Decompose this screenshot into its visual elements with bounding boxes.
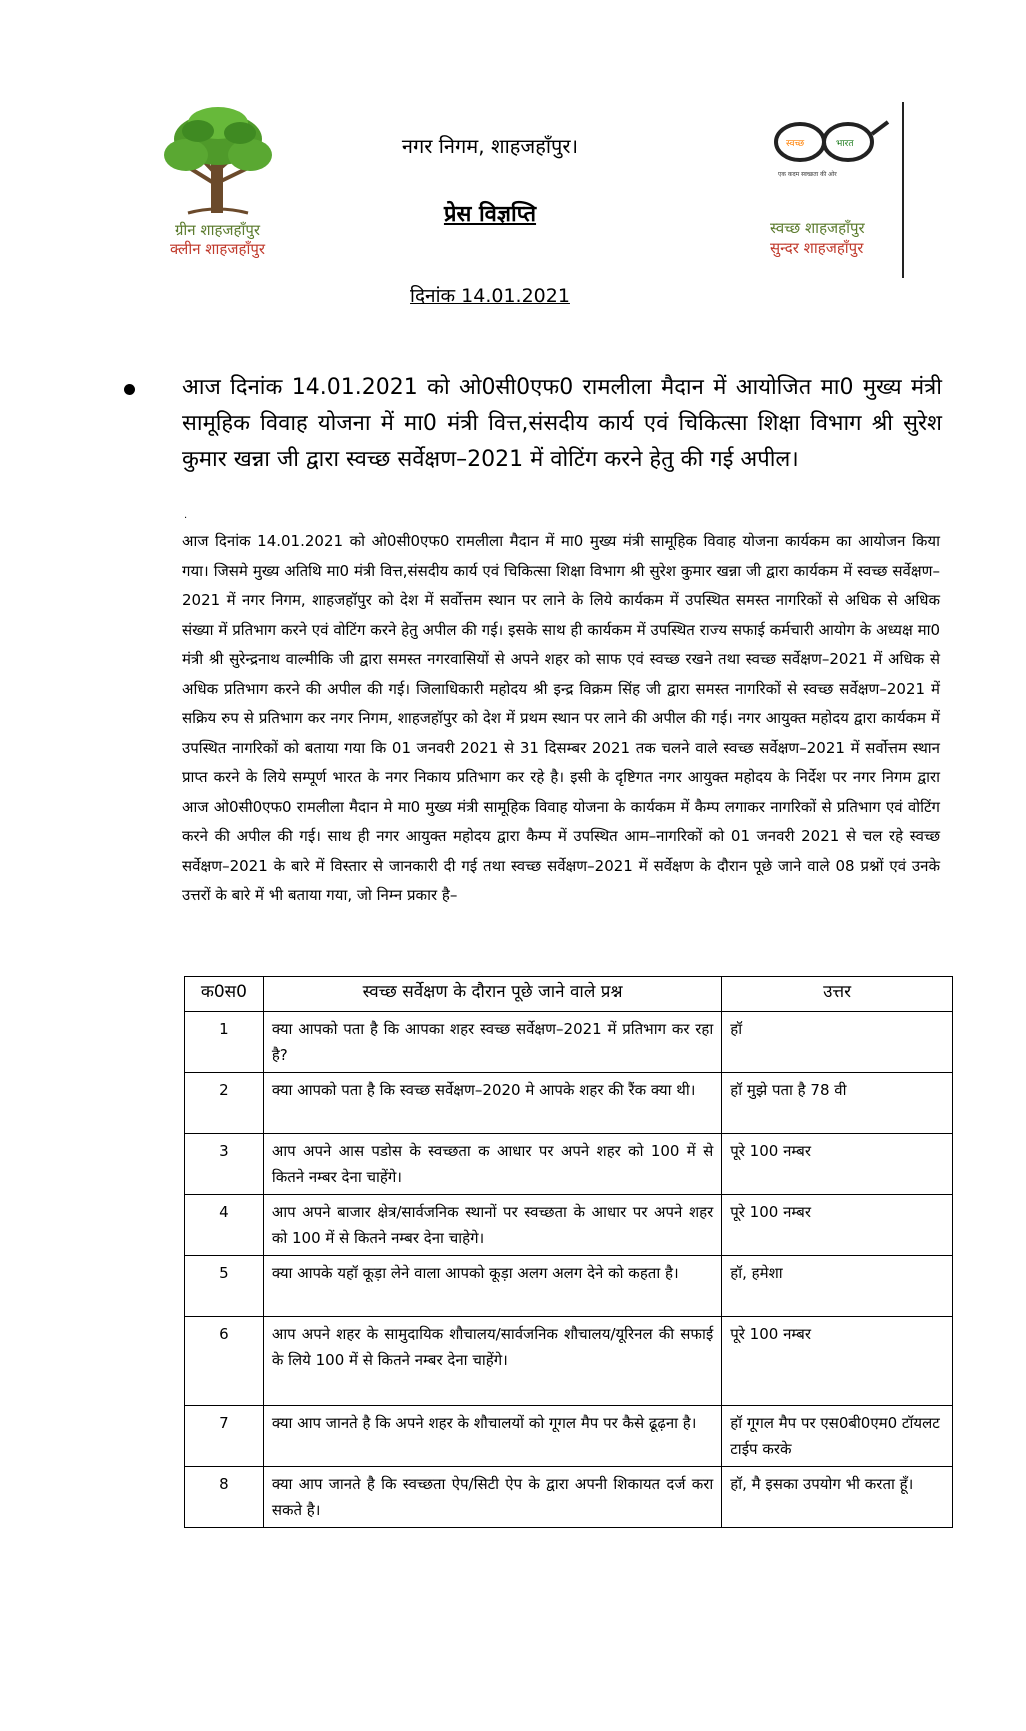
header-answer: उत्तर xyxy=(722,977,953,1012)
table-row xyxy=(185,1195,953,1256)
table-row xyxy=(185,1012,953,1073)
table-row xyxy=(185,1467,953,1528)
table-row xyxy=(185,1317,953,1406)
row-serial: 5 xyxy=(185,1256,264,1317)
row-answer: पूरे 100 नम्बर xyxy=(722,1317,953,1406)
org-name: नगर निगम, शाहजहाँपुर। xyxy=(401,134,579,158)
swachh-shahjahanpur-tagline: स्वच्छ शाहजहाँपुर xyxy=(770,219,865,237)
survey-questions-table xyxy=(184,976,953,1528)
row-question: क्या आप जानते है कि अपने शहर के शौचालयों को गूगल मैप पर कैसे ढूढ़ना है। xyxy=(263,1406,721,1467)
row-answer: हॉ xyxy=(722,1012,953,1073)
row-serial: 7 xyxy=(185,1406,264,1467)
row-serial: 6 xyxy=(185,1317,264,1406)
row-question: क्या आपको पता है कि आपका शहर स्वच्छ सर्वेक्षण–2021 में प्रतिभाग कर रहा है? xyxy=(263,1012,721,1073)
clean-shahjahanpur-tagline: क्लीन शाहजहाँपुर xyxy=(169,240,265,258)
heading-bullet xyxy=(124,384,135,395)
row-answer: पूरे 100 नम्बर xyxy=(722,1134,953,1195)
row-question: क्या आपको पता है कि स्वच्छ सर्वेक्षण–2020 मे आपके शहर की रैंक क्या थी। xyxy=(263,1073,721,1134)
row-answer: हॉ, मै इसका उपयोग भी करता हूँ। xyxy=(722,1467,953,1528)
table-row xyxy=(185,1073,953,1134)
row-serial: 2 xyxy=(185,1073,264,1134)
header-question: स्वच्छ सर्वेक्षण के दौरान पूछे जाने वाले प्रश्न xyxy=(263,977,721,1012)
press-release-title: प्रेस विज्ञप्ति xyxy=(443,202,537,227)
row-question: आप अपने बाजार क्षेत्र/सार्वजनिक स्थानों पर स्वच्छता के आधार पर अपने शहर को 100 में से कितने नम्बर देना चाहेगे। xyxy=(263,1195,721,1256)
row-question: क्या आपके यहॉ कूड़ा लेने वाला आपको कूड़ा अलग अलग देने को कहता है। xyxy=(263,1256,721,1317)
row-answer: हॉ, हमेशा xyxy=(722,1256,953,1317)
row-answer: हॉ मुझे पता है 78 वी xyxy=(722,1073,953,1134)
release-date: दिनांक 14.01.2021 xyxy=(410,285,570,307)
row-serial: 8 xyxy=(185,1467,264,1528)
green-shahjahanpur-tagline: ग्रीन शाहजहाँपुर xyxy=(174,221,261,239)
swachh-bharat-glasses-icon xyxy=(770,112,890,168)
lens-right-label: भारत xyxy=(836,139,854,149)
header-divider xyxy=(902,102,904,278)
row-question: आप अपने आस पडोस के स्वच्छता क आधार पर अपने शहर को 100 में से कितने नम्बर देना चाहेंगे। xyxy=(263,1134,721,1195)
release-body: आज दिनांक 14.01.2021 को ओ0सी0एफ0 रामलीला मैदान में मा0 मुख्य मंत्री सामूहिक विवाह योजना कार्यकम का आयोजन किया गया। जिसमे मुख्य अतिथि मा0 मंत्री वित्त,संसदीय कार्य एवं चिकित्सा शिक्षा विभाग श्री सुरेश कुमार खन्ना जी द्वारा कार्यकम में स्वच्छ सर्वेक्षण–2021 में नगर निगम, शाहजहॉपुर को देश में सर्वोत्तम स्थान पर लाने के लिये कार्यकम में उपस्थित समस्त नागरिकों से अधिक से अधिक संख्या में प्रतिभाग करने एवं वोटिंग करने हेतु अपील की गई। इसके साथ ही कार्यकम में उपस्थित राज्य सफाई कर्मचारी आयोग के अध्यक्ष मा0 मंत्री श्री सुरेन्द्रनाथ वाल्मीकि जी द्वारा समस्त नगरवासियों से अपने शहर को साफ एवं स्वच्छ रखने तथा स्वच्छ सर्वेक्षण–2021 में अधिक से अधिक प्रतिभाग करने की अपील की गई। जिलाधिकारी महोदय श्री इन्द्र विक्रम सिंह जी द्वारा समस्त नागरिकों से स्वच्छ सर्वेक्षण–2021 में सक्रिय रुप से प्रतिभाग कर नगर निगम, शाहजहॉपुर को देश में प्रथम स्थान पर लाने की अपील की गई। नगर आयुक्त महोदय द्वारा कार्यकम में उपस्थित नागरिकों को बताया गया कि 01 जनवरी 2021 से 31 दिसम्बर 2021 तक चलने वाले स्वच्छ सर्वेक्षण–2021 में सर्वोत्तम स्थान प्राप्त करने के लिये सम्पूर्ण भारत के नगर निकाय प्रतिभाग कर रहे है। इसी के दृष्टिगत नगर आयुक्त महोदय के निर्देश पर नगर निगम द्वारा आज ओ0सी0एफ0 रामलीला मैदान मे मा0 मुख्य मंत्री सामूहिक विवाह योजना के कार्यकम में कैम्प लगाकर नागरिकों से प्रतिभाग एवं वोटिंग करने की अपील की गई। साथ ही नगर आयुक्त महोदय द्वारा कैम्प में उपस्थित आम–नागरिकों को 01 जनवरी 2021 से चल रहे स्वच्छ सर्वेक्षण–2021 के बारे में विस्तार से जानकारी दी गई तथा स्वच्छ सर्वेक्षण–2021 में सर्वेक्षण के दौरान पूछे जाने वाले 08 प्रश्नों एवं उनके उत्तरों के बारे में भी बताया गया, जो निम्न प्रकार है– xyxy=(182,532,940,904)
lens-left-label: स्वच्छ xyxy=(786,139,805,149)
row-serial: 4 xyxy=(185,1195,264,1256)
sundar-shahjahanpur-tagline: सुन्दर शाहजहाँपुर xyxy=(770,239,864,257)
header-serial: क0स0 xyxy=(185,977,264,1012)
tree-logo-icon xyxy=(158,105,278,217)
row-answer: पूरे 100 नम्बर xyxy=(722,1195,953,1256)
table-header-row xyxy=(185,977,953,1012)
row-serial: 1 xyxy=(185,1012,264,1073)
green-clean-logo xyxy=(150,105,285,275)
row-answer: हॉ गूगल मैप पर एस0बी0एम0 टॉयलट टाईप करके xyxy=(722,1406,953,1467)
swachh-bharat-logo xyxy=(770,112,900,272)
stray-mark: . xyxy=(184,510,188,521)
row-question: क्या आप जानते है कि स्वच्छता ऐप/सिटी ऐप के द्वारा अपनी शिकायत दर्ज करा सकते है। xyxy=(263,1467,721,1528)
row-question: आप अपने शहर के सामुदायिक शौचालय/सार्वजनिक शौचालय/यूरिनल की सफाई के लिये 100 में से कितने नम्बर देना चाहेंगे। xyxy=(263,1317,721,1406)
table-row xyxy=(185,1406,953,1467)
table-row xyxy=(185,1134,953,1195)
release-heading: आज दिनांक 14.01.2021 को ओ0सी0एफ0 रामलीला मैदान में आयोजित मा0 मुख्य मंत्री सामूहिक विवाह योजना में मा0 मंत्री वित्त,संसदीय कार्य एवं चिकित्सा शिक्षा विभाग श्री सुरेश कुमार खन्ना जी द्वारा स्वच्छ सर्वेक्षण–2021 में वोटिंग करने हेतु की गई अपील। xyxy=(182,375,942,472)
table-row xyxy=(185,1256,953,1317)
swachh-caption: एक कदम स्वच्छता की ओर xyxy=(778,171,837,178)
row-serial: 3 xyxy=(185,1134,264,1195)
